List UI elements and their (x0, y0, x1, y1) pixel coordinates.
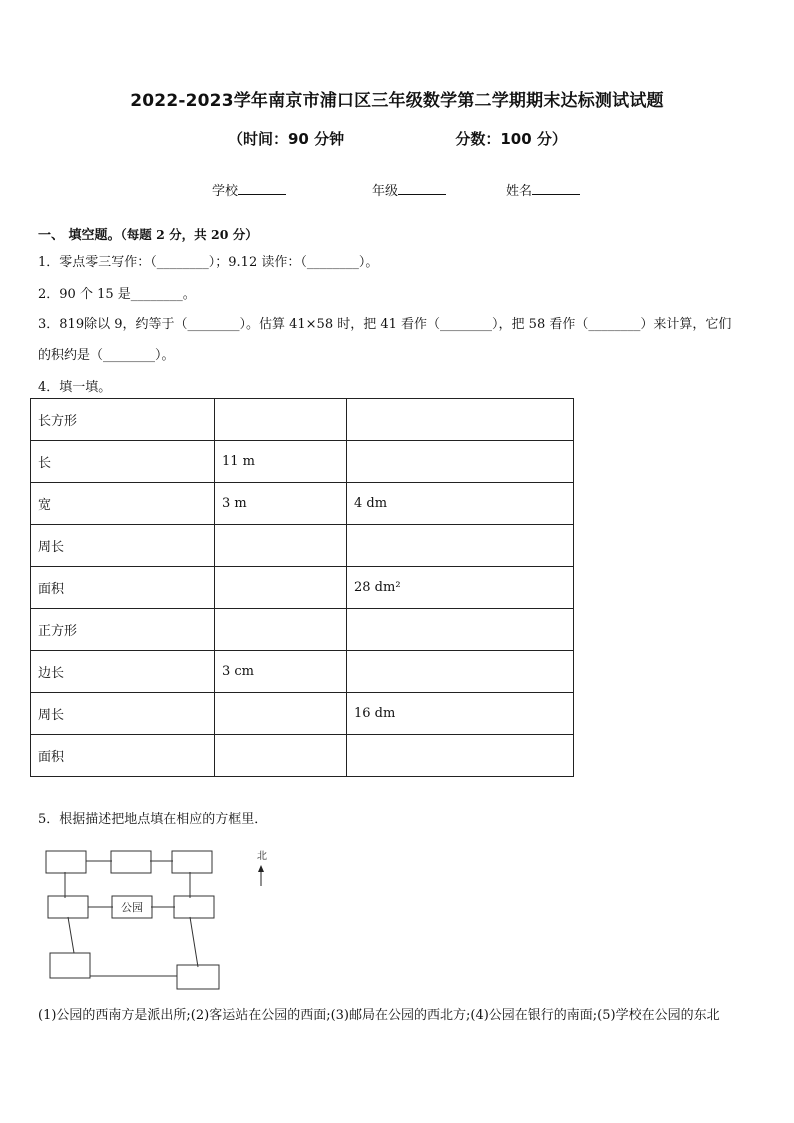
table-row (31, 567, 574, 609)
question-5-description: (1)公园的西南方是派出所;(2)客运站在公园的西面;(3)邮局在公园的西北方;(4)公园在银行的南面;(5)学校在公园的东北 (38, 1008, 720, 1023)
name-label: 姓名 (506, 184, 533, 199)
north-arrow-icon (258, 865, 264, 886)
score-label: 分数：100 分） (455, 130, 567, 148)
park-label: 公园 (121, 901, 143, 914)
map-road (68, 917, 74, 953)
table-cell: 3 m (215, 483, 347, 525)
table-cell: 宽 (31, 483, 215, 525)
table-cell[interactable] (215, 735, 347, 777)
table-row (31, 441, 574, 483)
table-cell: 11 m (215, 441, 347, 483)
question-2: 2．90 个 15 是________。 (38, 287, 196, 302)
grade-field (372, 180, 446, 199)
grade-label: 年级 (372, 184, 399, 199)
table-row (31, 399, 574, 441)
table-cell: 边长 (31, 651, 215, 693)
table-cell[interactable] (347, 525, 574, 567)
page-title: 2022-2023学年南京市浦口区三年级数学第二学期期末达标测试试题 (130, 91, 664, 111)
table-cell[interactable] (347, 735, 574, 777)
table-cell[interactable] (347, 651, 574, 693)
map-box[interactable] (174, 896, 214, 918)
section-heading (38, 224, 258, 243)
map-box[interactable] (111, 851, 151, 873)
table-row (31, 651, 574, 693)
table-cell[interactable] (347, 399, 574, 441)
map-box[interactable] (177, 965, 219, 989)
location-map (40, 846, 280, 996)
table-cell[interactable] (347, 609, 574, 651)
school-blank[interactable] (238, 180, 286, 195)
school-label: 学校 (212, 184, 239, 199)
time-label: （时间：90 分钟 (228, 130, 345, 148)
north-label: 北 (257, 851, 267, 862)
table-row (31, 693, 574, 735)
table-cell: 3 cm (215, 651, 347, 693)
fill-in-table (30, 398, 574, 777)
name-blank[interactable] (532, 180, 580, 195)
table-cell: 4 dm (347, 483, 574, 525)
table-row (31, 609, 574, 651)
table-cell[interactable] (215, 525, 347, 567)
table-cell: 16 dm (347, 693, 574, 735)
table-cell: 面积 (31, 735, 215, 777)
table-row (31, 735, 574, 777)
exam-meta (228, 128, 567, 149)
section-title: 一、 填空题。 (38, 228, 121, 243)
table-cell[interactable] (215, 693, 347, 735)
section-note: （每题 2 分，共 20 分） (120, 227, 258, 242)
map-box[interactable] (46, 851, 86, 873)
table-cell: 周长 (31, 693, 215, 735)
table-cell[interactable] (215, 399, 347, 441)
table-cell: 28 dm² (347, 567, 574, 609)
table-row (31, 525, 574, 567)
table-cell: 长方形 (31, 399, 215, 441)
map-box[interactable] (172, 851, 212, 873)
question-5: 5．根据描述把地点填在相应的方框里． (38, 812, 268, 827)
map-road (190, 917, 198, 967)
table-cell: 长 (31, 441, 215, 483)
table-row (31, 483, 574, 525)
table-cell[interactable] (347, 441, 574, 483)
table-cell[interactable] (215, 567, 347, 609)
table-cell: 周长 (31, 525, 215, 567)
table-cell[interactable] (215, 609, 347, 651)
question-4: 4．填一填。 (38, 380, 112, 395)
grade-blank[interactable] (398, 180, 446, 195)
question-1: 1．零点零三写作：（________）；9.12 读作：（________）。 (38, 255, 379, 270)
table-cell: 正方形 (31, 609, 215, 651)
table-cell: 面积 (31, 567, 215, 609)
map-box[interactable] (48, 896, 88, 918)
question-3: 3．819除以 9，约等于（________）。估算 41×58 时，把 41 看作（________），把 58 看作（________）来计算，它们 (38, 317, 732, 332)
question-3-continued: 的积约是（________）。 (38, 348, 175, 363)
name-field (506, 180, 580, 199)
map-box[interactable] (50, 953, 90, 978)
school-field (212, 180, 286, 199)
